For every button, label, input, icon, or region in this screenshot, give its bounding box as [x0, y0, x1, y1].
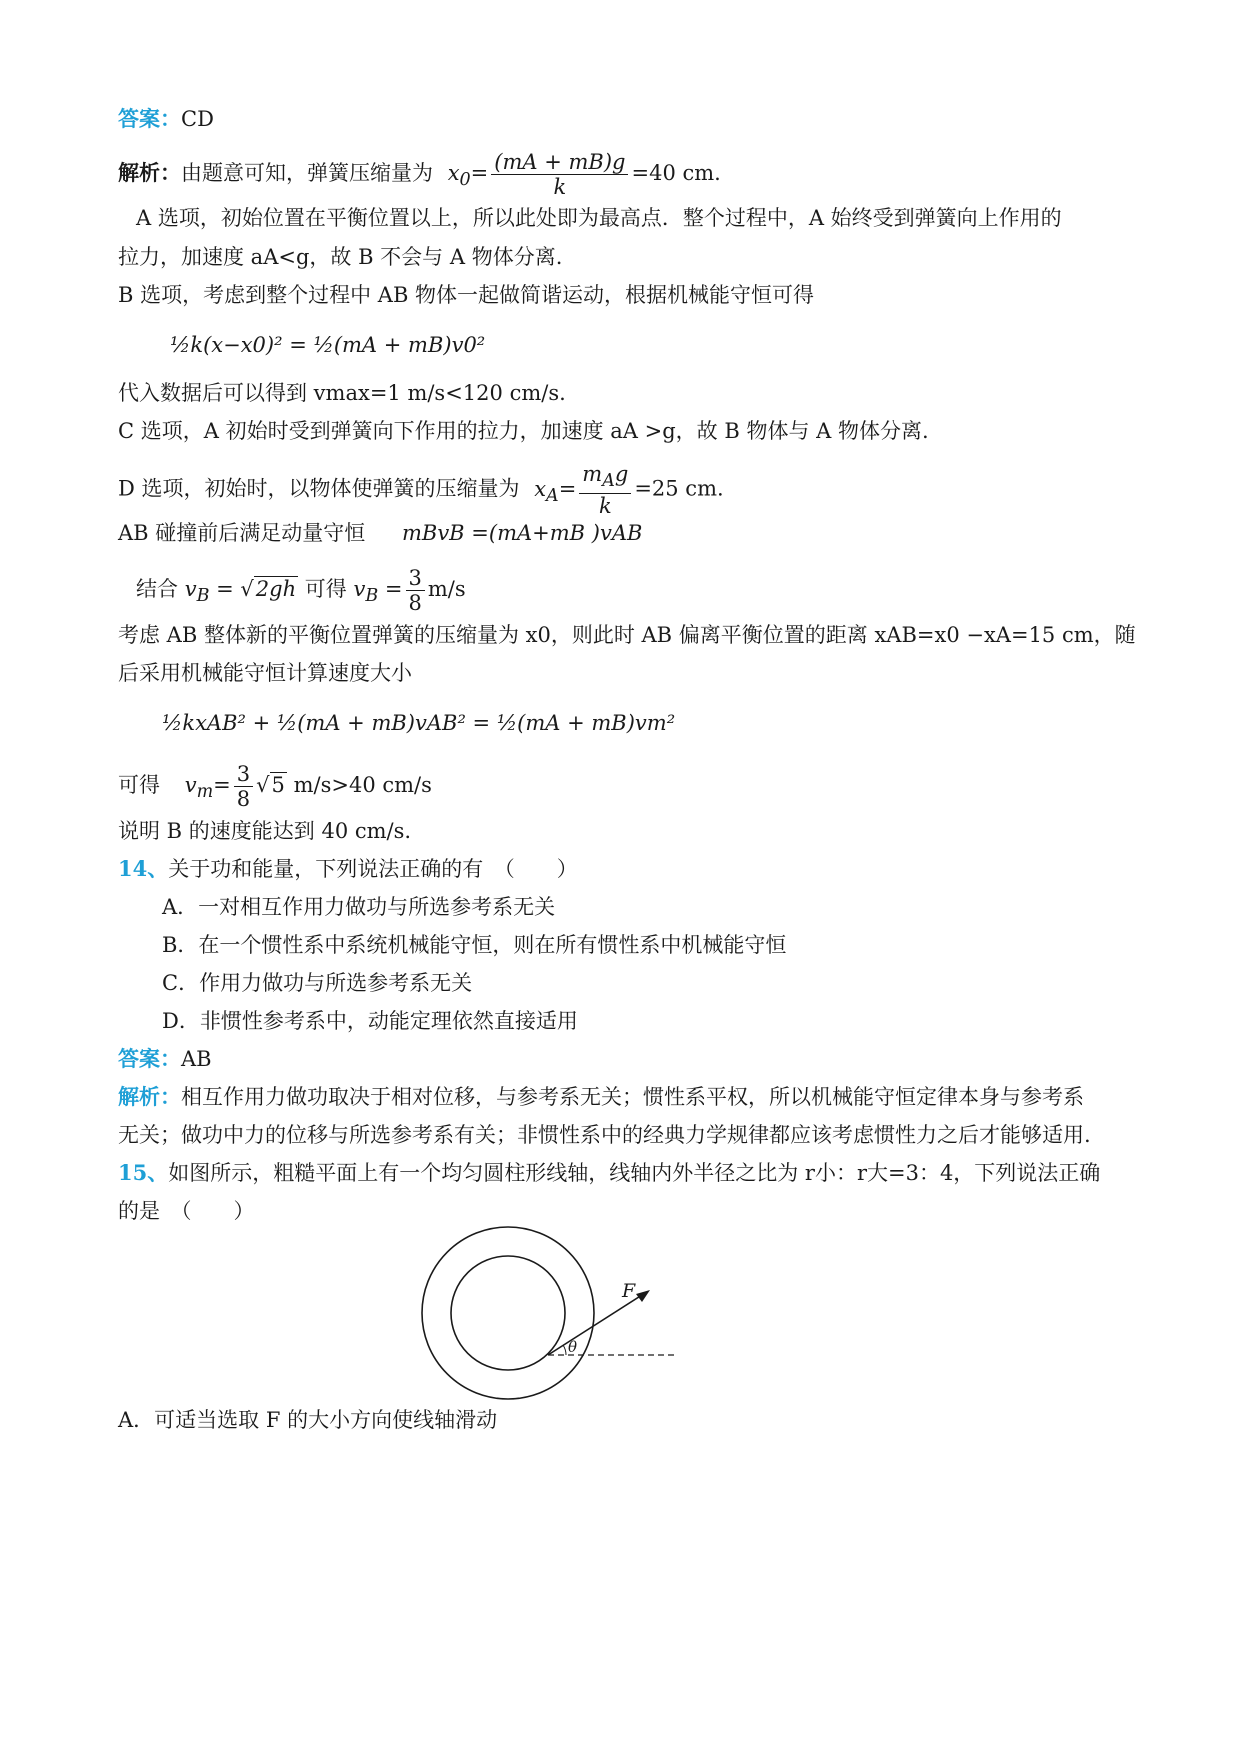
xA-fraction: $\frac{m_Ag}{k}$ — [579, 462, 631, 518]
q13-optD-text: D 选项，初始时，以物体使弹簧的压缩量为 — [118, 476, 520, 501]
q13-optB-equation: ½k(x−x0)² = ½(mA + mB)v0² — [170, 333, 486, 357]
q13-optB-line1: B 选项，考虑到整个过程中 AB 物体一起做简谐运动，根据机械能守恒可得 — [118, 283, 815, 307]
q14-stem-line — [118, 854, 578, 884]
q13-optD-line: D 选项，初始时，以物体使弹簧的压缩量为 $x_A=$ $\frac{m_Ag}{k}$ =25 cm. — [118, 462, 724, 519]
angle-label: θ — [568, 1338, 578, 1356]
q14-option-a: A．一对相互作用力做功与所选参考系无关 — [162, 895, 556, 919]
q13-new-eq-line1: 考虑 AB 整体新的平衡位置弹簧的压缩量为 x0，则此时 AB 偏离平衡位置的距离 xAB=x0 −xA=15 cm，随 — [118, 623, 1136, 647]
q14-analysis-line1 — [118, 1082, 1084, 1112]
q13-answer-line — [118, 104, 214, 134]
q13-analysis-line: 解析：由题意可知，弹簧压缩量为 $x_0=$ $\frac{(mA + mB)g}{k}$ =40 cm. — [118, 150, 721, 199]
q13-combine-text: 结合 — [136, 577, 178, 601]
q13-answer-value: CD — [181, 107, 214, 131]
q14-analysis-text1: 相互作用力做功取决于相对位移，与参考系无关；惯性系平权，所以机械能守恒定律本身与参考系 — [181, 1085, 1084, 1109]
inner-circle — [451, 1256, 565, 1370]
force-label: F — [622, 1280, 636, 1302]
q13-momentum-eq: mBvB =(mA+mB )vAB — [401, 521, 643, 545]
outer-circle — [422, 1227, 594, 1399]
x0-result: =40 cm. — [631, 161, 721, 185]
q13-energy-equation: ½kxAB² + ½(mA + mB)vAB² = ½(mA + mB)vm² — [162, 711, 676, 735]
q13-analysis-intro: 由题意可知，弹簧压缩量为 — [181, 161, 433, 185]
q14-option-d: D．非惯性参考系中，动能定理依然直接适用 — [162, 1009, 578, 1033]
q13-optA-line2: 拉力，加速度 aA<g，故 B 不会与 A 物体分离. — [118, 245, 563, 269]
q13-result-line: 可得 $v_m=$ $\frac{3}{8}$ √5 m/s>40 cm/s — [118, 762, 432, 811]
q13-result-prefix: 可得 — [118, 773, 160, 797]
vB-fraction: $\frac{3}{8}$ — [406, 566, 425, 615]
q13-combine-line: 结合 $v_B = √2gh$ 可得 $v_B$ = $\frac{3}{8}$ m/s — [136, 566, 466, 615]
q13-conclusion: 说明 B 的速度能达到 40 cm/s. — [118, 819, 412, 843]
q13-combine-mid: 可得 — [304, 577, 347, 601]
q14-answer-label: 答案： — [118, 1046, 181, 1071]
q14-analysis-line2: 无关；做功中力的位移与所选参考系有关；非惯性系中的经典力学规律都应该考虑惯性力之后才能够适用. — [118, 1123, 1091, 1147]
q14-number: 14、 — [118, 856, 169, 881]
q14-analysis-label: 解析： — [118, 1084, 181, 1109]
x0-numerator: (mA + mB)g — [491, 150, 628, 175]
q14-option-c: C．作用力做功与所选参考系无关 — [162, 971, 473, 995]
q14-answer-line — [118, 1044, 212, 1074]
q13-momentum-line — [118, 518, 642, 548]
q15-stem-line1 — [118, 1158, 1100, 1188]
q15-number: 15、 — [118, 1160, 169, 1185]
xA-result: =25 cm. — [634, 476, 724, 501]
q14-answer-value: AB — [181, 1047, 212, 1071]
q13-optB-result: 代入数据后可以得到 vmax=1 m/s<120 cm/s. — [118, 381, 566, 405]
angle-arc — [563, 1345, 566, 1355]
spool-diagram — [420, 1225, 740, 1405]
q13-analysis-label: 解析： — [118, 160, 181, 185]
q13-momentum-text: AB 碰撞前后满足动量守恒 — [118, 521, 366, 545]
q14-stem: 关于功和能量，下列说法正确的有 （ ） — [168, 857, 578, 881]
q13-optC-line: C 选项，A 初始时受到弹簧向下作用的拉力，加速度 aA >g，故 B 物体与 A 物体分离. — [118, 419, 929, 443]
force-arrowhead-icon — [636, 1290, 650, 1302]
q14-option-b: B．在一个惯性系中系统机械能守恒，则在所有惯性系中机械能守恒 — [162, 933, 787, 957]
q13-answer-label: 答案： — [118, 106, 181, 131]
q13-new-eq-line2: 后采用机械能守恒计算速度大小 — [118, 661, 412, 685]
q15-stem1: 如图所示，粗糙平面上有一个均匀圆柱形线轴，线轴内外半径之比为 r小：r大=3：4，下列说法正确 — [168, 1161, 1101, 1185]
force-arrow-line — [548, 1295, 642, 1355]
q13-result-unit: m/s>40 cm/s — [293, 773, 432, 797]
vm-fraction: $\frac{3}{8}$ — [234, 762, 253, 811]
vB-unit: m/s — [427, 577, 466, 601]
x0-fraction — [491, 150, 628, 199]
x0-denominator: k — [553, 175, 567, 199]
q13-optA-line1: A 选项，初始位置在平衡位置以上，所以此处即为最高点．整个过程中，A 始终受到弹簧向上作用的 — [136, 206, 1062, 230]
q15-option-a: A．可适当选取 F 的大小方向使线轴滑动 — [118, 1408, 498, 1432]
q15-stem-line2: 的是 （ ） — [118, 1199, 255, 1223]
